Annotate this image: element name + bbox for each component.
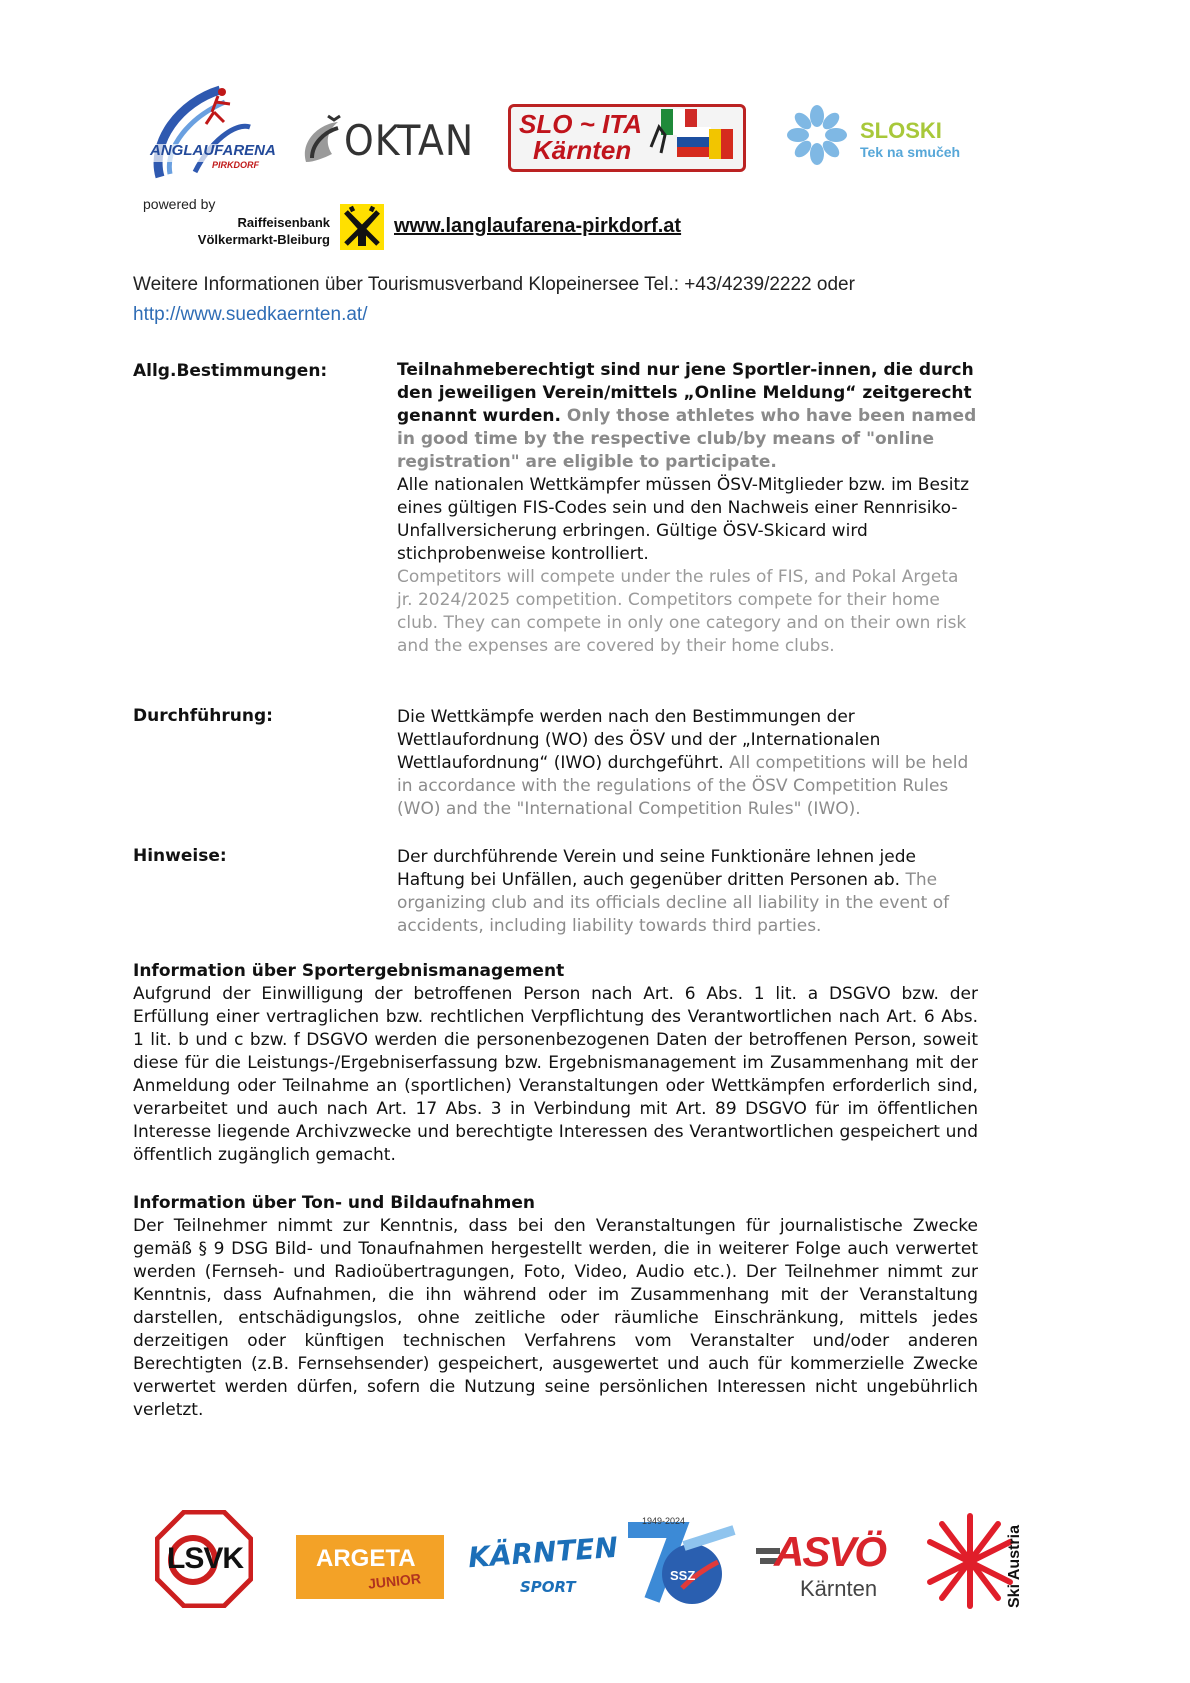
media-title: Information über Ton- und Bildaufnahmen — [133, 1193, 535, 1213]
powered-by-label: powered by — [143, 196, 216, 212]
sloski-subtitle: Tek na smučeh — [860, 144, 961, 160]
allg-en: Competitors will compete under the rules of FIS, and Pokal Argeta jr. 2024/2025 competition. Competitors compete for their home club. They can compete in only one category and on their own risk and the expenses are covered by their home clubs. — [397, 567, 967, 656]
durchfuehrung-de: Die Wettkämpfe werden nach den Bestimmungen der Wettlaufordnung (WO) des ÖSV und der „Internationalen Wettlaufordnung“ (IWO) durchgeführt. — [397, 707, 881, 773]
kaernten-sport-text: SPORT — [520, 1578, 576, 1596]
sport-section — [133, 960, 978, 1167]
asvo-sub-text: Kärnten — [800, 1576, 878, 1601]
raiffeisen-line1: Raiffeisenbank — [237, 215, 330, 230]
ssz-years: 1949-2024 — [642, 1516, 686, 1526]
ssz-logo — [622, 1516, 742, 1608]
snowflake-icon — [786, 104, 848, 166]
argeta-junior-logo — [296, 1535, 444, 1599]
ssz-75-icon — [622, 1516, 742, 1608]
langlaufarena-logo — [140, 82, 300, 192]
oktan-logo — [298, 112, 488, 170]
website-link[interactable]: www.langlaufarena-pirkdorf.at — [394, 215, 682, 237]
media-section — [133, 1192, 978, 1422]
langlaufarena-logo-subtext: PIRKDORF — [212, 160, 259, 170]
ssz-text: SSZ — [670, 1568, 696, 1583]
lsvk-logo — [155, 1510, 253, 1608]
asvo-kaernten-logo — [756, 1528, 886, 1604]
langlaufarena-logo-text: ANGLAUFARENA — [150, 142, 276, 159]
raiffeisen-logo-icon — [340, 204, 384, 250]
asvo-text: ASVÖ — [774, 1528, 886, 1575]
sport-text: Aufgrund der Einwilligung der betroffenen Person nach Art. 6 Abs. 1 lit. a DSGVO bzw. der Erfüllung einer vertraglichen bzw. rechtlichen Verpflichtung des Verantwortlichen nach Art. 6 Abs. 1 lit. b und c bzw. f DSGVO werden die personenbezogenen Daten der betroffenen Person, soweit diese für die Leistungs-/Ergebniserfassung bzw. Ergebnismanagement im Zusammenhang mit der Anmeldung oder Teilnahme an (sportlichen) Veranstaltungen oder Wettkämpfen erforderlich sind, verarbeitet und auch nach Art. 17 Abs. 3 in Verbindung mit Art. 89 DSGVO für im öffentlichen Interesse liegende Archivzwecke und berechtigte Interessen des Verantwortlichen gespeichert und öffentlich zugänglich gemacht. — [133, 984, 978, 1165]
raiffeisen-name — [170, 214, 330, 248]
allg-text — [397, 359, 977, 658]
sport-title: Information über Sportergebnismanagement — [133, 961, 565, 981]
langlaufarena-emblem-icon — [140, 82, 300, 192]
info-line: Weitere Informationen über Tourismusverband Klopeinersee Tel.: +43/4239/2222 oder — [133, 274, 855, 295]
argeta-sub-text: JUNIOR — [367, 1570, 422, 1592]
kaernten-text: KÄRNTEN — [467, 1530, 619, 1575]
raiffeisen-line2: Völkermarkt-Bleiburg — [197, 232, 330, 247]
durchfuehrung-text — [397, 706, 977, 821]
media-text: Der Teilnehmer nimmt zur Kenntnis, dass bei den Veranstaltungen für journalistische Zwecke gemäß § 9 DSG Bild- und Tonaufnahmen hergestellt werden, die in weiterer Folge auch verwertet werden (Fernseh- und Radioübertragungen, Foto, Video, Audio etc.). Der Teilnehmer nimmt zur Kenntnis, dass Aufnahmen, die ihn während oder im Zusammenhang mit der Veranstaltung darstellen, entschädigungslos, ohne zeitliche oder räumliche Einschränkung, mittels jedes derzeitigen oder künftigen technischen Verfahrens vom Veranstalter und/oder anderen Berechtigten (z.B. Fernsehsender) gespeichert, ausgewertet und auch für kommerzielle Zwecke verwertet werden dürfen, sofern die Nutzung seine persönlichen Interessen nicht ungebührlich verletzt. — [133, 1216, 978, 1420]
kaernten-sport-logo — [467, 1530, 619, 1606]
info-block — [133, 270, 1053, 330]
hinweise-text — [397, 846, 977, 938]
hinweise-en: The organizing club and its officials decline all liability in the event of accidents, including liability towards third parties. — [397, 870, 950, 936]
allg-label: Allg.Bestimmungen: — [133, 361, 328, 381]
ski-austria-text: Ski Austria — [1006, 1525, 1023, 1608]
allg-bold-en: Only those athletes who have been named in good time by the respective club/by means of "online registration" are eligible to participate. — [397, 406, 977, 472]
argeta-text: ARGETA — [316, 1545, 416, 1572]
lsvk-text: LSVK — [167, 1542, 244, 1575]
hinweise-de: Der durchführende Verein und seine Funktionäre lehnen jede Haftung bei Unfällen, auch gegenüber dritten Personen ab. — [397, 847, 916, 890]
durchfuehrung-en: All competitions will be held in accordance with the regulations of the ÖSV Competition Rules (WO) and the "International Competition Rules" (IWO). — [397, 753, 969, 819]
sloski-title: SLOSKI — [860, 118, 942, 143]
allg-bold-de: Teilnahmeberechtigt sind nur jene Sportler-innen, die durch den jeweiligen Verein/mittels „Online Meldung“ zeitgerecht genannt wurden. — [397, 360, 974, 426]
allg-de: Alle nationalen Wettkämpfer müssen ÖSV-Mitglieder bzw. im Besitz eines gültigen FIS-Codes sein und den Nachweis einer Rennrisiko-Unfallversicherung erbringen. Gültige ÖSV-Skicard wird stichprobenweise kontrolliert. — [397, 475, 970, 564]
ski-austria-logo — [920, 1512, 1050, 1610]
oktan-logo-text: OKTAN — [344, 116, 475, 165]
ski-austria-emblem-icon — [920, 1512, 1020, 1610]
sloski-logo — [786, 104, 966, 166]
slo-ita-logo-line1: SLO ~ ITA — [519, 109, 643, 139]
slo-ita-kaernten-logo — [508, 104, 746, 172]
hinweise-label: Hinweise: — [133, 846, 227, 866]
suedkaernten-link[interactable]: http://www.suedkaernten.at/ — [133, 304, 368, 325]
slo-ita-logo-line2: Kärnten — [533, 135, 632, 165]
flags-icon — [647, 107, 741, 165]
durchfuehrung-label: Durchführung: — [133, 706, 273, 726]
allg-bold-paragraph — [397, 359, 977, 474]
